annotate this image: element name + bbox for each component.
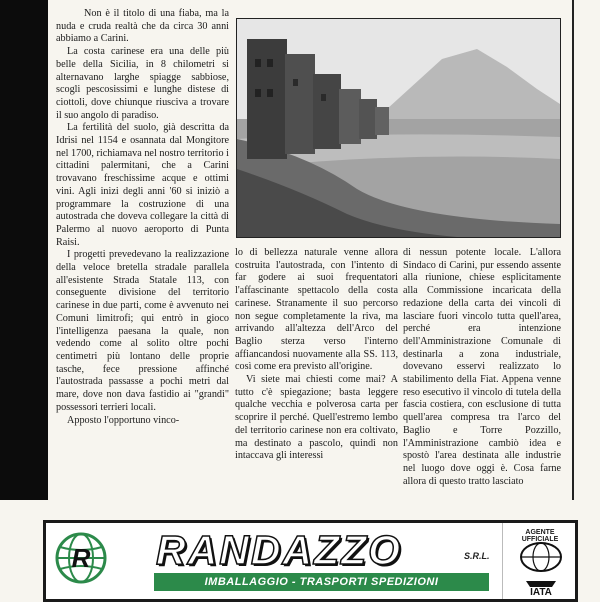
logo-letter: R — [71, 543, 91, 573]
randazzo-advertisement — [43, 520, 578, 602]
column-rule — [572, 0, 574, 500]
ad-divider — [502, 523, 503, 599]
article-paragraph: lo di bellezza naturale venne allora costruita l'autostrada, con l'intento di far godere ai suoi frequentatori l'affascinante spettacolo della costa carinese. Stranamente il suo percorso non segue completamente la riva, ma arrivando all'altezza dell'Arco del Baglio sterza verso l'interno affiancandosi nuovamente alla SS. 113, così come era previsto all'origine. — [235, 247, 398, 373]
black-slab — [0, 0, 48, 500]
company-suffix: S.R.L. — [464, 551, 490, 561]
iata-text: IATA — [530, 587, 552, 597]
agent-label: AGENTE UFFICIALE — [521, 529, 559, 543]
article-paragraph: La costa carinese era una delle più belle della Sicilia, in 8 chilometri si alternavano larghe spiagge sabbiose, scogli pescosissimi e lunghe distese di ciottoli, dove chiunque riusciva a trovare il suo angolo di paradiso. — [56, 46, 229, 121]
globe-logo-icon — [54, 531, 108, 585]
article-paragraph: I progetti prevedevano la realizzazione della veloce bretella stradale parallela all'esistente Strada Statale 113, con conseguente divisione del territorio carinese in due parti, come è avvenuto nei Comuni limitrofi; qui entrò in gioco l'intelligenza paesana la quale, non vedendo come al solito oltre pochi centimetri più lontano delle proprie tasche, fece pressione affinché l'autostrada passasse a pochi metri dal mare, dove non dava fastidio ai "grandi" possessori terrieri locali. — [56, 249, 229, 413]
company-name: RANDAZZO — [156, 527, 403, 573]
article-paragraph: di nessun potente locale. L'allora Sindaco di Carini, pur essendo assente alla riunione, chiese esplicitamente alla Commissione incaricata della redazione della carta dei vincoli di lasciare fuori vincolo tutta quell'area, perché era intenzione dell'Amministrazione Comunale di destinarla a zona industriale, dovevano esservi realizzato lo stabilimento della Fiat. Appena venne reso esecutivo il vincolo di tutela della fascia costiera, con esclusione di tutta quell'area compresa tra l'arco del Baglio e Torre Pozzillo, l'Amministrazione cambiò idea e spostò l'area destinata alle industrie nel luogo dove oggi è. Cosa farne allora di questo tratto lasciato — [403, 247, 561, 487]
article-column-3 — [403, 247, 561, 488]
article-paragraph: La fertilità del suolo, già descritta da Idrisi nel 1154 e osannata dal Mongitore nel 1700, richiamava nel nostro territorio i cittadini palermitani, che a Carini trovavano freschissime acque e ottimi vini. Agli inizi degli anni '60 si iniziò a programmare la costruzione di una autostrada che doveva collegare la città di Palermo al nuovo aeroporto di Punta Raisi. — [56, 122, 229, 248]
coastline-photo-icon — [237, 19, 560, 237]
article-column-1 — [56, 8, 229, 427]
article-paragraph: Vi siete mai chiesti come mai? A tutto c'è spiegazione; basta leggere qualche vecchia e polverosa carta per scoprire il perché. Quell'estremo lembo del territorio carinese non era coltivato, ma destinato a pascolo, quindi non intaccava gli interessi — [235, 374, 398, 462]
company-tagline: IMBALLAGGIO - TRASPORTI SPEDIZIONI — [154, 573, 489, 591]
iata-logo-icon — [516, 541, 566, 597]
coastline-photo — [236, 18, 561, 238]
article-column-2 — [235, 247, 398, 463]
article-paragraph: Non è il titolo di una fiaba, ma la nuda e cruda realtà che da circa 30 anni abbiamo a Carini. — [56, 8, 229, 45]
article-paragraph: Apposto l'opportuno vinco- — [67, 414, 180, 426]
